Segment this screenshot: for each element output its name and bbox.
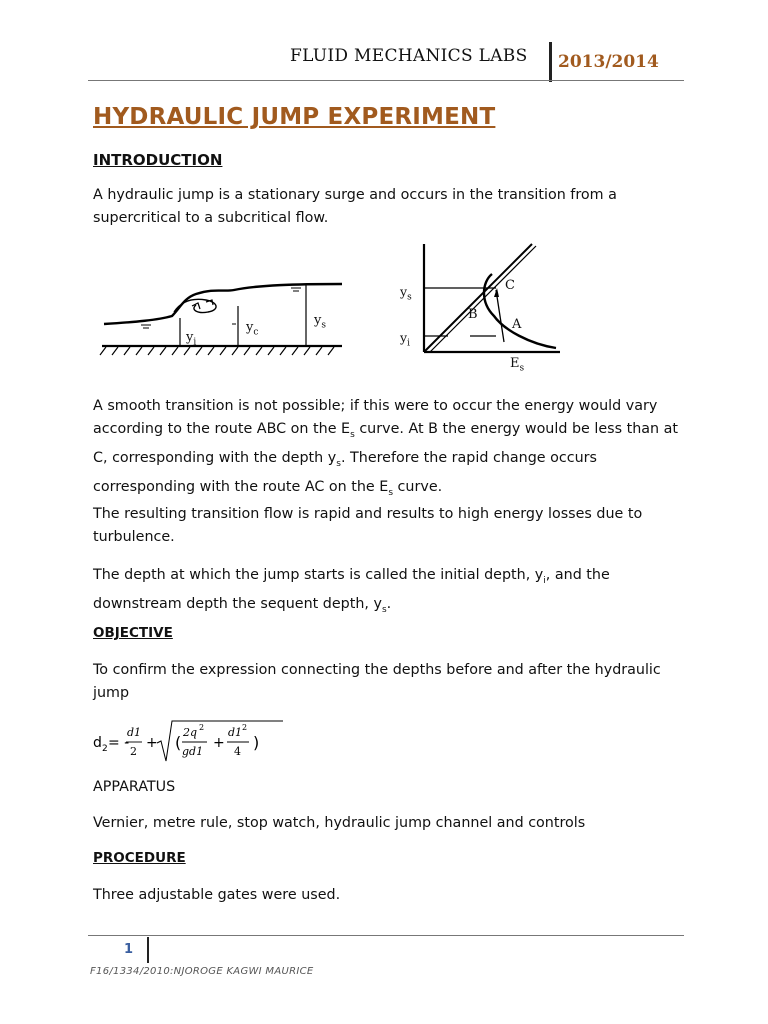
- eq-lhs-sub: 2: [102, 744, 108, 754]
- label-ys-left: $y_s$: [314, 313, 326, 331]
- svg-text:+: +: [146, 735, 158, 751]
- eq-t3-exp: 2: [242, 723, 248, 732]
- intro-paragraph-2: A smooth transition is not possible; if this were to occur the energy would vary according to the route ABC on the $E_s$ curve. At B the energy would be less than at C, corresponding with the depth $y_s$. Therefore the rapid change occurs corresponding with the route AC on the $E_s$ curve.: [93, 398, 678, 498]
- eq-t2-exp: 2: [199, 723, 205, 732]
- svg-text:(: (: [175, 733, 182, 752]
- intro-paragraph-3: The resulting transition flow is rapid and results to high energy losses due to turbulence.: [93, 506, 643, 545]
- label-yi: $y_i$: [186, 330, 197, 348]
- objective-heading: OBJECTIVE: [93, 625, 173, 641]
- label-Es: $E_s$: [510, 356, 525, 374]
- label-A: A: [512, 317, 522, 332]
- header-year: 2013/2014: [558, 52, 659, 72]
- eq-equals: = -: [108, 735, 130, 751]
- label-yi-right: $y_i$: [400, 330, 410, 349]
- eq-t1-num: d1: [127, 726, 142, 739]
- label-C: C: [505, 278, 515, 293]
- svg-text:): ): [253, 733, 260, 752]
- intro-paragraph-4: The depth at which the jump starts is called the initial depth, $y_i$, and the downstream depth the sequent depth, $y_s$.: [93, 567, 610, 615]
- objective-text: To confirm the expression connecting the depths before and after the hydraulic jump: [93, 662, 661, 701]
- page-number: 1: [124, 942, 134, 957]
- procedure-heading: PROCEDURE: [93, 850, 186, 866]
- hydraulic-jump-sketch: [96, 250, 351, 362]
- header-divider: [549, 42, 552, 82]
- specific-energy-curve: [392, 240, 562, 362]
- label-ys-right: $y_s$: [400, 284, 412, 303]
- intro-paragraph-1: A hydraulic jump is a stationary surge and occurs in the transition from a supercritical to a subcritical flow.: [93, 187, 617, 226]
- page-title: HYDRAULIC JUMP EXPERIMENT: [93, 104, 496, 130]
- header-title: FLUID MECHANICS LABS: [290, 46, 528, 66]
- eq-t3-den: 4: [234, 745, 241, 758]
- label-yc: $y_c$: [246, 320, 259, 338]
- eq-lhs: d: [93, 735, 102, 751]
- depth-equation: [93, 717, 283, 771]
- footer-author: F16/1334/2010:NJOROGE KAGWI MAURICE: [90, 966, 314, 977]
- eq-t1-den: 2: [130, 745, 137, 758]
- introduction-heading: INTRODUCTION: [93, 151, 223, 169]
- procedure-text: Three adjustable gates were used.: [93, 887, 341, 903]
- apparatus-text: Vernier, metre rule, stop watch, hydraulic jump channel and controls: [93, 815, 586, 831]
- eq-t3-num: d1: [228, 726, 243, 739]
- footer-divider: [147, 937, 149, 963]
- header-rule: [88, 80, 684, 81]
- eq-t2-den: gd1: [182, 745, 204, 758]
- eq-t2-num: 2q: [183, 726, 198, 739]
- label-B: B: [468, 307, 478, 322]
- footer-rule: [88, 935, 684, 936]
- svg-text:+: +: [213, 735, 225, 751]
- apparatus-heading: APPARATUS: [93, 779, 176, 795]
